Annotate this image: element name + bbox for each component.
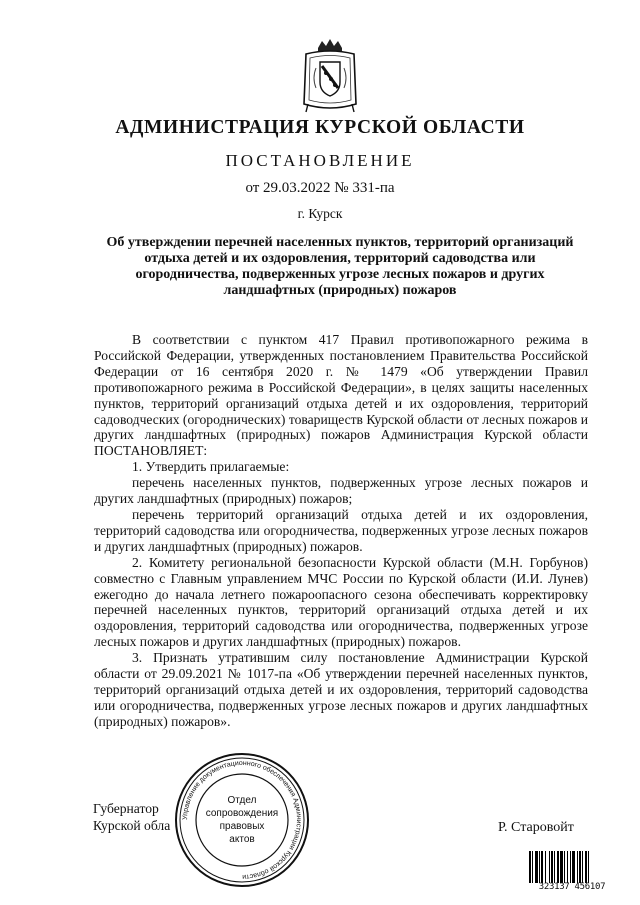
stamp-line: актов (229, 834, 255, 845)
document-type: ПОСТАНОВЛЕНИЕ (225, 151, 415, 170)
document-body (94, 332, 588, 730)
title-line: ландшафтных (природных) пожаров (223, 283, 457, 298)
barcode-icon (529, 851, 613, 883)
svg-text:Управление документационного о (182, 760, 302, 880)
paragraph: В соответствии с пунктом 417 Правил противопожарного режима в Российской Федерации, утвержденных постановлением Правительства Российской Федерации от 16 сентября 2020 г. № 1479 «Об утверждении Правил противопожарного режима в Российской Федерации», в целях защиты населенных пунктов, территорий организаций отдыха детей и их оздоровления, территорий садоводческих (огороднических) товариществ Курской области от лесных пожаров и других ландшафтных (природных) пожаров Администрация Курской области ПОСТАНОВЛЯЕТ: (94, 332, 588, 459)
barcode-number: 323137 456107 (538, 882, 606, 892)
document-title (86, 235, 594, 299)
signer-title (93, 800, 170, 834)
paragraph: 2. Комитету региональной безопасности Курской области (М.Н. Горбунов) совместно с Главным управлением МЧС России по Курской области (И.И. Лунев) ежегодно до начала летнего пожароопасного сезона обеспечивать корректировку перечней населенных пунктов, территорий организаций отдыха детей и их оздоровления, территорий садоводства или огородничества, подверженных угрозе лесных пожаров и других ландшафтных (природных) пожаров. (94, 554, 588, 650)
stamp-ring-text: Управление документационного обеспечения Администрации Курской области (181, 759, 303, 881)
coat-of-arms-icon (300, 38, 360, 114)
signer-title-line: Губернатор (93, 801, 159, 816)
document-date-number: от 29.03.2022 № 331-па (245, 180, 395, 196)
paragraph: 1. Утвердить прилагаемые: (132, 459, 290, 475)
paragraph: 3. Признать утратившим силу постановление Администрации Курской области от 29.09.2021 № 1017-па «Об утверждении перечней населенных пунктов, территорий организаций отдыха детей и их оздоровления, территорий садоводства или огородничества, подверженных угрозе лесных пожаров и других ландшафтных (природных) пожаров». (94, 650, 588, 729)
document-city: г. Курск (297, 206, 343, 221)
paragraph: перечень населенных пунктов, подверженных угрозе лесных пожаров и других ландшафтных (природных) пожаров; (94, 475, 588, 507)
official-stamp (173, 751, 311, 889)
signer-name: Р. Старовойт (498, 820, 574, 835)
paragraph: перечень территорий организаций отдыха детей и их оздоровления, территорий садоводства или огородничества, подверженных угрозе лесных пожаров и других ландшафтных (природных) пожаров. (94, 506, 588, 554)
stamp-line: Отдел (227, 795, 257, 806)
stamp-line: сопровождения (205, 808, 279, 819)
organization-name: АДМИНИСТРАЦИЯ КУРСКОЙ ОБЛАСТИ (115, 117, 525, 138)
title-line: огородничества, подверженных угрозе лесных пожаров и других (135, 267, 545, 282)
stamp-line: правовых (219, 821, 265, 832)
signer-title-line: Курской обла (93, 818, 171, 833)
title-line: отдыха детей и их оздоровления, территорий садоводства или (144, 251, 536, 266)
title-line: Об утверждении перечней населенных пунктов, территорий организаций (106, 235, 574, 250)
